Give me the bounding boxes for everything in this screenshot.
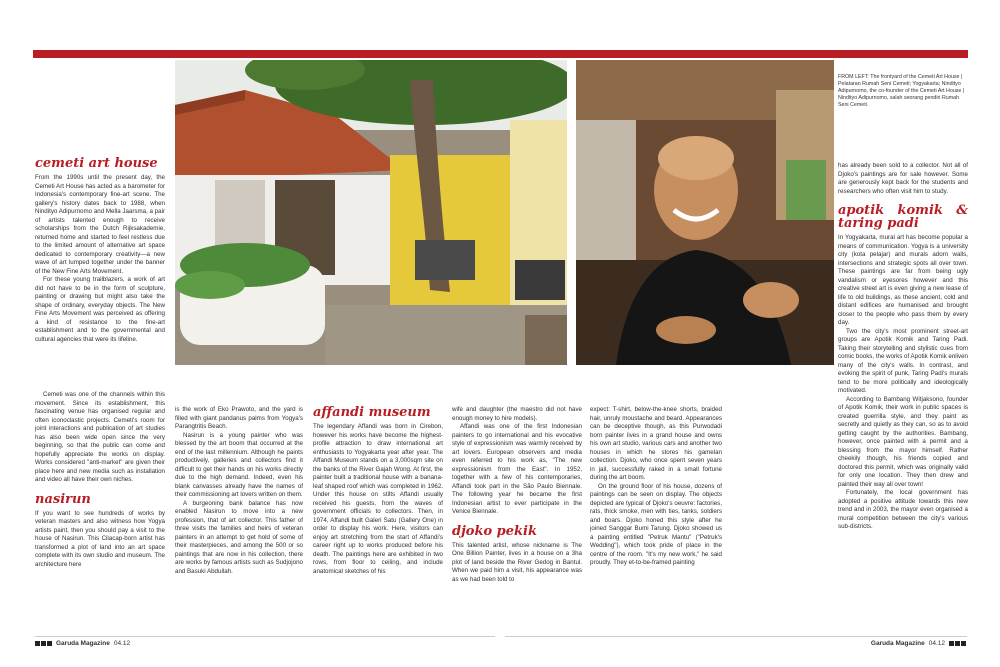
footer-left (35, 640, 130, 647)
top-red-band (33, 50, 968, 58)
column-6 (838, 162, 968, 532)
affandi-paragraph-3: Affandi was one of the first Indonesian painters to go international and his evocative style of expressionism was warmly received by art lovers. European observers and media even referred to his work as, "The new expressionism from the East". In 1952, together with a few of his contemporaries, Affandi took part in the São Paulo Biennale. The following year he became the first Indonesian artist to ever participate in the Venice Biennale. (452, 423, 582, 515)
djoko-paragraph-4: has already been sold to a collector. Not all of Djoko's paintings are for sale however. Some are generously kept back for the students and researchers who often visit him to study. (838, 162, 968, 195)
heading-nasirun: nasirun (35, 491, 91, 507)
photo-nindityo-portrait (576, 60, 834, 365)
heading-djoko-pekik: djoko pekik (452, 523, 537, 539)
nasirun-paragraph-1: If you want to see hundreds of works by veteran masters and also witness how Yogya artists paint, then you should pay a visit to the house of Nasirun. This Cilacap-born artist has transformed a plot of land into an art space complete with its own studio and museum. The architecture here (35, 509, 165, 568)
nasirun-paragraph-4: A burgeoning bank balance has now enabled Nasirun to move into a new profession, that of art collector. This father of three visits the families and heirs of veteran painters in an attempt to get hold of some of their masterpieces, and among the 500 or so paintings that are now in his collection, there are works by famous artists such as Sudjojono and Basuki Abdullah. (175, 499, 303, 575)
cemeti-paragraph-3: Cemeti was one of the channels within this movement. Since its establishment, this fascinating venue has organised regular and often iconoclastic projects. Cemeti's room for joint interactions and publication of art studies has also been wide open since the very beginning, so that the public can come and hopefully appreciate the works on display. Works considered "anti-market" are given their place here and new media such as installation and video all have their own niches. (35, 391, 165, 483)
apotik-paragraph-4: Fortunately, the local government has adopted a positive attitude towards this new trend and in 2003, the mayor even organised a mural competition between the city's various sub-districts. (838, 489, 968, 530)
footer-rule-right (505, 636, 967, 637)
cemeti-paragraph-2: For these young trailblazers, a work of art did not have to be in the form of sculpture, painting or drawing but might also take the shape of ordinary, everyday objects. The New Fine Arts Movement was perceived as offering a kind of resistance to the fine-art establishment and to the governmental and cultural agencies that were its lifeline. (35, 276, 165, 343)
apotik-paragraph-2: Two the city's most prominent street-art groups are Apotik Komik and Taring Padi. Taking their storytelling and stylistic cues from comic books, the works of Apotik Komik enliven many of the city's walls. In contrast, and evoking the spirit of punk, Taring Padi's murals tend to be more politically and ideologically motivated. (838, 327, 968, 394)
footer-left-magazine: Garuda Magazine (56, 640, 110, 647)
affandi-paragraph-2: wife and daughter (the maestro did not have enough money to hire models). (452, 406, 582, 422)
footer-left-issue: 04.12 (113, 640, 131, 647)
djoko-paragraph-2: expect: T-shirt, below-the-knee shorts, braided hair, unruly moustache and beard. Appearances can be deceptive though, as this Purwodadi born painter lives in a grand house and owns his own art studio, various cars and another two houses in which he stores his gamelan collection. Djoko, who once spent seven years in jail, successfully raked in a small fortune during the art boom. (590, 406, 722, 481)
nasirun-paragraph-2: is the work of Eko Prawoto, and the yard is filled with giant pandanus palms from Yogya's Parangtritis Beach. (175, 406, 303, 430)
apotik-paragraph-1: In Yogyakarta, mural art has become popular a means of communication. Yogya is a university city (kota pelajar) and murals adorn walls, intersections and strategic spots all over town. These paintings are far from being ugly vandalism or eyesores however and this creative street art is even giving a new lease of life to old buildings, as these ancient, cold and distant edifices are humanised and brought closer to the people who pass them by every day. (838, 234, 968, 326)
apotik-paragraph-3: According to Bambang Witjaksono, founder of Apotik Komik, their work in public spaces is created guerrilla style, and they paint as secretly and quietly as they can, so as to avoid getting caught by the authorities. Bambang, however, once painted with a permit and a blessing from the mayor himself. Rather cheekily though, his friends copied and doctored this permit, which was originally valid for only one location. They then drew and painted their way all over town! (838, 395, 968, 488)
photo-caption: FROM LEFT: The frontyard of the Cemeti Art House | Pelataran Rumah Seni Cemeti; Yogyakarta; Nindityo Adipurnomo, the co-founder of the Cemeti Art House | Nindityo Adipurnomo, salah seorang pendiri Rumah Seni Cemeti. (838, 74, 965, 108)
djoko-paragraph-1: This talented artist, whose nickname is The One Billion Painter, lives in a house on a 3ha plot of land beside the River Gedog in Bantul. When we paid him a visit, his appearance was as we had been told to (452, 541, 582, 583)
column-affandi (313, 406, 443, 576)
heading-cemeti-art-house: cemeti art house (35, 156, 158, 171)
column-cemeti-intro (35, 157, 165, 344)
footer-rule-left (35, 636, 495, 637)
affandi-paragraph-1: The legendary Affandi was born in Cirebon, however his works have become the highest-profile attraction to draw international art enthusiasts to Yogyakarta year after year. The Affandi Museum stands on a 3,000sqm site on the banks of the River Gajah Wong. At first, the painter built a traditional house with a banana-leaf shaped roof which was completed in 1962. Under this house on stilts Affandi usually received his guests, from the waves of government officials to collectors. Then, in 1974, Affandi built Galeri Satu (Gallery One) in order to display his work. Here, visitors can enjoy art stretching from the start of Affandi's career right up to works produced before his death. The paintings here are exhibited in two rows, from floor to ceiling, and include anatomical sketches of his (313, 423, 443, 575)
footer-right (871, 640, 966, 647)
footer-right-magazine: Garuda Magazine (870, 640, 925, 647)
photo-cemeti-frontyard (175, 60, 567, 365)
column-4 (452, 406, 582, 584)
garuda-logo-icon (949, 641, 966, 646)
djoko-paragraph-3: On the ground floor of his house, dozens of paintings can be seen on display. The objects depicted are typical of Djoko's oeuvre: factories, rats, thick smoke, men with ties, tanks, soldiers and boars. Djoko honed this style after he joined Sanggar Bumi Tarung. Djoko showed us a painting entitled "Petruk Mantu" ("Petruk's Wedding"), which took pride of place in the centre of the room. "It's my new work," he said proudly. They et-to-be-framed painting (590, 482, 722, 566)
column-5 (590, 406, 722, 568)
column-2 (175, 406, 303, 576)
garuda-logo-icon (35, 641, 52, 646)
column-1-lower (35, 391, 165, 569)
cemeti-paragraph-1: From the 1990s until the present day, the Cemeti Art House has acted as a barometer for Indonesia's contemporary fine-art scene. The gallery's history dates back to 1988, when Nindityo Adipurnomo and Mella Jaarsma, a pair of artists talented enough to receive scholarships from the Dutch Rijksakademie, returned home and started to feel restless due to the limited amount of alternative art space dedicated to contemporary creativity—a new wave of art lumped together under the banner of the New Fine Arts Movement. (35, 174, 166, 275)
heading-apotik-komik: apotik komik & taring padi (838, 203, 968, 231)
nasirun-paragraph-3: Nasirun is a young painter who was blessed by the art boom that occurred at the end of the last millennium. Although he paints productively, galleries and collectors find it difficult to get their hands on his works directly due to the high demand. Indeed, even his blank canvasses already have the names of their commissioning art lovers written on them. (175, 431, 303, 498)
footer-right-issue: 04.12 (928, 640, 945, 647)
heading-affandi-museum: affandi museum (313, 405, 431, 420)
